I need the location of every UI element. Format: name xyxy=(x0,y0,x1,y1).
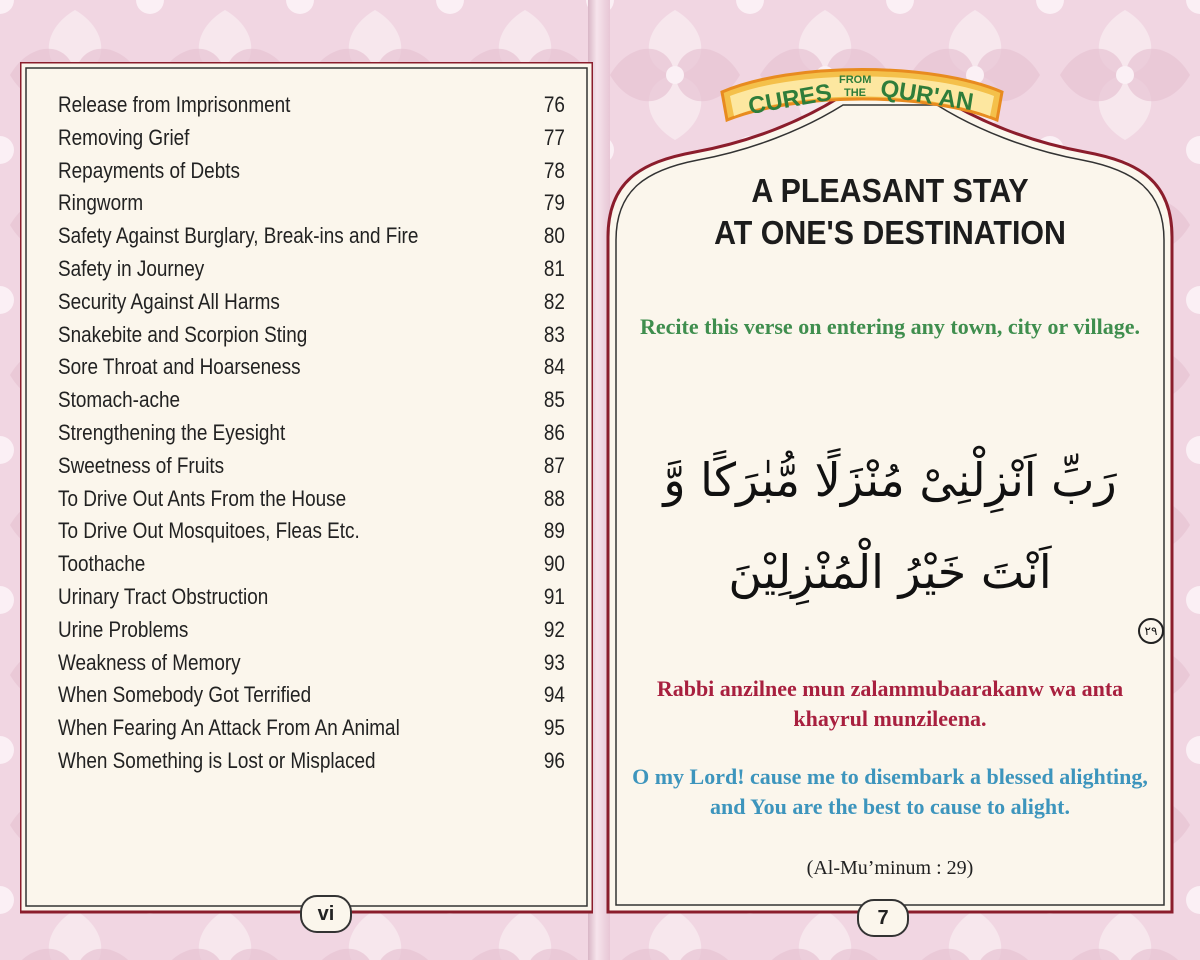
toc-entry-title: Urinary Tract Obstruction xyxy=(58,583,269,609)
toc-entry-page: 96 xyxy=(543,747,565,773)
toc-entry-title: Sweetness of Fruits xyxy=(58,452,225,478)
toc-entry xyxy=(58,420,578,453)
toc-entry-page: 79 xyxy=(543,190,565,216)
toc-entry-page: 94 xyxy=(543,682,565,708)
toc-entry xyxy=(58,190,578,223)
toc-entry-title: Safety in Journey xyxy=(58,255,205,281)
toc-entry-title: When Something is Lost or Misplaced xyxy=(58,747,376,773)
toc-entry xyxy=(58,682,578,715)
toc-entry-title: When Somebody Got Terrified xyxy=(58,682,312,708)
toc-entry-page: 81 xyxy=(543,255,565,281)
left-page xyxy=(20,62,593,925)
toc-entry-page: 85 xyxy=(543,387,565,413)
verse-end-marker: ٢٩ xyxy=(1138,618,1164,644)
toc-entry-title: Toothache xyxy=(58,551,146,577)
toc-entry-title: Removing Grief xyxy=(58,124,190,150)
toc-entry xyxy=(58,289,578,322)
toc-entry-page: 88 xyxy=(543,485,565,511)
toc-entry-page: 90 xyxy=(543,551,565,577)
toc-entry-page: 92 xyxy=(543,616,565,642)
banner-word-the: THE xyxy=(844,87,866,99)
banner-word-from: FROM xyxy=(839,74,872,86)
toc-entry xyxy=(58,354,578,387)
toc-entry-page: 86 xyxy=(543,419,565,445)
toc-entry-title: Urine Problems xyxy=(58,616,189,642)
toc-entry-title: Release from Imprisonment xyxy=(58,92,291,117)
toc-entry-page: 91 xyxy=(543,583,565,609)
title-line-2: AT ONE'S DESTINATION xyxy=(714,214,1066,251)
toc-entry-page: 87 xyxy=(543,452,565,478)
right-page xyxy=(600,62,1180,929)
toc-entry xyxy=(58,584,578,617)
toc-entry xyxy=(58,158,578,191)
page-title xyxy=(678,170,1101,254)
toc-entry-title: Security Against All Harms xyxy=(58,288,280,314)
toc-entry-title: Weakness of Memory xyxy=(58,649,241,675)
translation: O my Lord! cause me to disembark a blessed alighting, and You are the best to cause to alight. xyxy=(632,764,1148,819)
toc-entry xyxy=(58,387,578,420)
arabic-verse-line-2 xyxy=(610,526,1170,644)
page-number: vi xyxy=(300,895,352,933)
toc-entry xyxy=(58,617,578,650)
toc-entry xyxy=(58,256,578,289)
toc-entry xyxy=(58,92,578,125)
table-of-contents xyxy=(58,92,578,781)
toc-entry xyxy=(58,486,578,519)
toc-entry-page: 77 xyxy=(543,124,565,150)
toc-entry-page: 76 xyxy=(543,92,565,117)
toc-entry-page: 78 xyxy=(543,157,565,183)
toc-entry-page: 82 xyxy=(543,288,565,314)
toc-entry-title: Sore Throat and Hoarseness xyxy=(58,354,301,380)
toc-entry-page: 93 xyxy=(543,649,565,675)
page-number: 7 xyxy=(857,899,909,937)
toc-entry xyxy=(58,551,578,584)
toc-entry xyxy=(58,748,578,781)
title-line-1: A PLEASANT STAY xyxy=(751,172,1029,209)
toc-entry-title: Stomach-ache xyxy=(58,387,180,413)
toc-entry xyxy=(58,322,578,355)
toc-entry-title: Safety Against Burglary, Break-ins and Fire xyxy=(58,223,419,249)
toc-entry xyxy=(58,715,578,748)
banner-word-quran: QUR'AN xyxy=(878,74,976,117)
arabic-verse-line-2-text: اَنْتَ خَيْرُ الْمُنْزِلِيْنَ xyxy=(728,545,1052,599)
toc-entry xyxy=(58,453,578,486)
toc-entry xyxy=(58,518,578,551)
toc-entry xyxy=(58,125,578,158)
toc-entry xyxy=(58,223,578,256)
toc-entry-title: Snakebite and Scorpion Sting xyxy=(58,321,308,347)
toc-entry-page: 80 xyxy=(543,223,565,249)
toc-entry-page: 84 xyxy=(543,354,565,380)
banner-title xyxy=(712,62,1012,144)
arabic-verse xyxy=(610,434,1170,644)
toc-entry-title: Ringworm xyxy=(58,190,144,216)
transliteration: Rabbi anzilnee mun zalammubaarakanw wa anta khayrul munzileena. xyxy=(656,676,1124,731)
banner-word-cures: CURES xyxy=(746,78,834,121)
toc-entry-title: To Drive Out Mosquitoes, Fleas Etc. xyxy=(58,518,360,544)
toc-entry-title: Strengthening the Eyesight xyxy=(58,419,286,445)
book-series-banner xyxy=(712,62,1012,144)
arabic-verse-line-1: رَبِّ اَنْزِلْنِىْ مُنْزَلًا مُّبٰرَكًا وَّ xyxy=(663,453,1117,507)
toc-entry-title: Repayments of Debts xyxy=(58,157,240,183)
recitation-instruction: Recite this verse on entering any town, city or village. xyxy=(639,314,1140,339)
toc-entry-page: 95 xyxy=(543,715,565,741)
toc-entry-page: 83 xyxy=(543,321,565,347)
toc-entry-title: When Fearing An Attack From An Animal xyxy=(58,715,400,741)
verse-reference: (Al-Mu’minum : 29) xyxy=(806,857,974,879)
toc-entry-page: 89 xyxy=(543,518,565,544)
toc-entry xyxy=(58,650,578,683)
toc-entry-title: To Drive Out Ants From the House xyxy=(58,485,347,511)
